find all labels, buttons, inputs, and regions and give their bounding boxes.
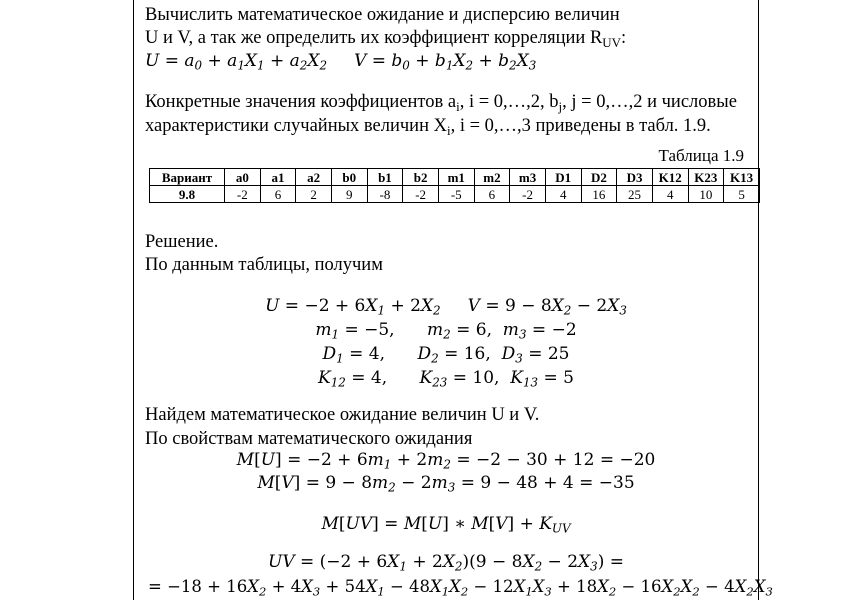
header-a0: a0 — [225, 169, 261, 186]
header-d1: D1 — [545, 169, 581, 186]
cell-b0: 9 — [331, 186, 367, 203]
header-b1: b1 — [367, 169, 403, 186]
cell-k23: 10 — [688, 186, 724, 203]
formula-d: $D_1 = 4$, $D_2 = 16$, $D_3 = 25$ — [322, 344, 570, 366]
header-d2: D2 — [581, 169, 617, 186]
data-table — [149, 168, 760, 203]
cell-a2: 2 — [296, 186, 332, 203]
table-header-row — [150, 169, 760, 186]
header-m3: m3 — [510, 169, 546, 186]
header-m2: m2 — [474, 169, 510, 186]
formula-muv: M[UV] = M[U] ∗ $M[V] + K_{UV}$ — [321, 514, 571, 536]
cell-d3: 25 — [617, 186, 653, 203]
desc-line-2: характеристики случайных величин $X_i$, i = 0,…,3 приведены в табл. 1.9. — [145, 116, 711, 138]
cell-m3: -2 — [510, 186, 546, 203]
formula-k: $K_{12} = 4$, $K_{23} = 10$, $K_{13} = 5$ — [317, 368, 574, 390]
header-b2: b2 — [403, 169, 439, 186]
intro-line-1: Вычислить математическое ожидание и дисперсию величин — [145, 5, 620, 25]
header-k13: K13 — [724, 169, 760, 186]
intro-formula: $U = a_0 + a_1X_1 + a_2X_2$ $V = b_0 + b_1X_2 + b_2X_3$ — [145, 51, 537, 73]
cell-d2: 16 — [581, 186, 617, 203]
formula-mv: $M[V] = 9 - 8m_2 - 2m_3 = 9 - 48 + 4 = -35$ — [257, 473, 635, 495]
header-m1: m1 — [438, 169, 474, 186]
formula-uv-expansion: = $-18 + 16X_2 + 4X_3 + 54X_1 - 48X_1X_2 - 12X_1X_3 + 18X_2 - 16X_2X_2 - 4X_2X_3$ — [148, 577, 773, 599]
intro-line-2: U и V, а так же определить их коэффициент корреляции $R_{UV}$: — [145, 28, 627, 50]
table-row — [150, 186, 760, 203]
cell-k13: 5 — [724, 186, 760, 203]
cell-b1: -8 — [367, 186, 403, 203]
header-a2: a2 — [296, 169, 332, 186]
formula-uv-product: UV = $(-2 + 6X_1 + 2X_2)(9 - 8X_2 - 2X_3)$ = — [268, 552, 624, 574]
header-d3: D3 — [617, 169, 653, 186]
props-line: По свойствам математического ожидания — [145, 429, 473, 449]
desc-line-1: Конкретные значения коэффициентов $a_i$, i = 0,…,2, $b_j$, j = 0,…,2 и числовые — [145, 92, 737, 114]
cell-variant: 9.8 — [150, 186, 225, 203]
cell-k12: 4 — [652, 186, 688, 203]
find-line: Найдем математическое ожидание величин U и V. — [145, 405, 540, 425]
header-a1: a1 — [260, 169, 296, 186]
formula-mu: $M[U] = -2 + 6m_1 + 2m_2 = -2 - 30 + 12 = -20$ — [236, 450, 656, 472]
cell-m1: -5 — [438, 186, 474, 203]
cell-d1: 4 — [545, 186, 581, 203]
header-k12: K12 — [652, 169, 688, 186]
cell-m2: 6 — [474, 186, 510, 203]
formula-m: $m_1 = -5$, $m_2 = 6$, $m_3 = -2$ — [315, 320, 577, 342]
solution-title: Решение. — [145, 232, 219, 252]
header-variant: Вариант — [150, 169, 225, 186]
cell-a1: 6 — [260, 186, 296, 203]
cell-b2: -2 — [403, 186, 439, 203]
solution-lead: По данным таблицы, получим — [145, 255, 383, 275]
header-k23: K23 — [688, 169, 724, 186]
header-b0: b0 — [331, 169, 367, 186]
cell-a0: -2 — [225, 186, 261, 203]
table-caption: Таблица 1.9 — [658, 146, 744, 165]
formula-uv: $U = -2 + 6X_1 + 2X_2$ $V = 9 - 8X_2 - 2X_3$ — [265, 296, 627, 318]
